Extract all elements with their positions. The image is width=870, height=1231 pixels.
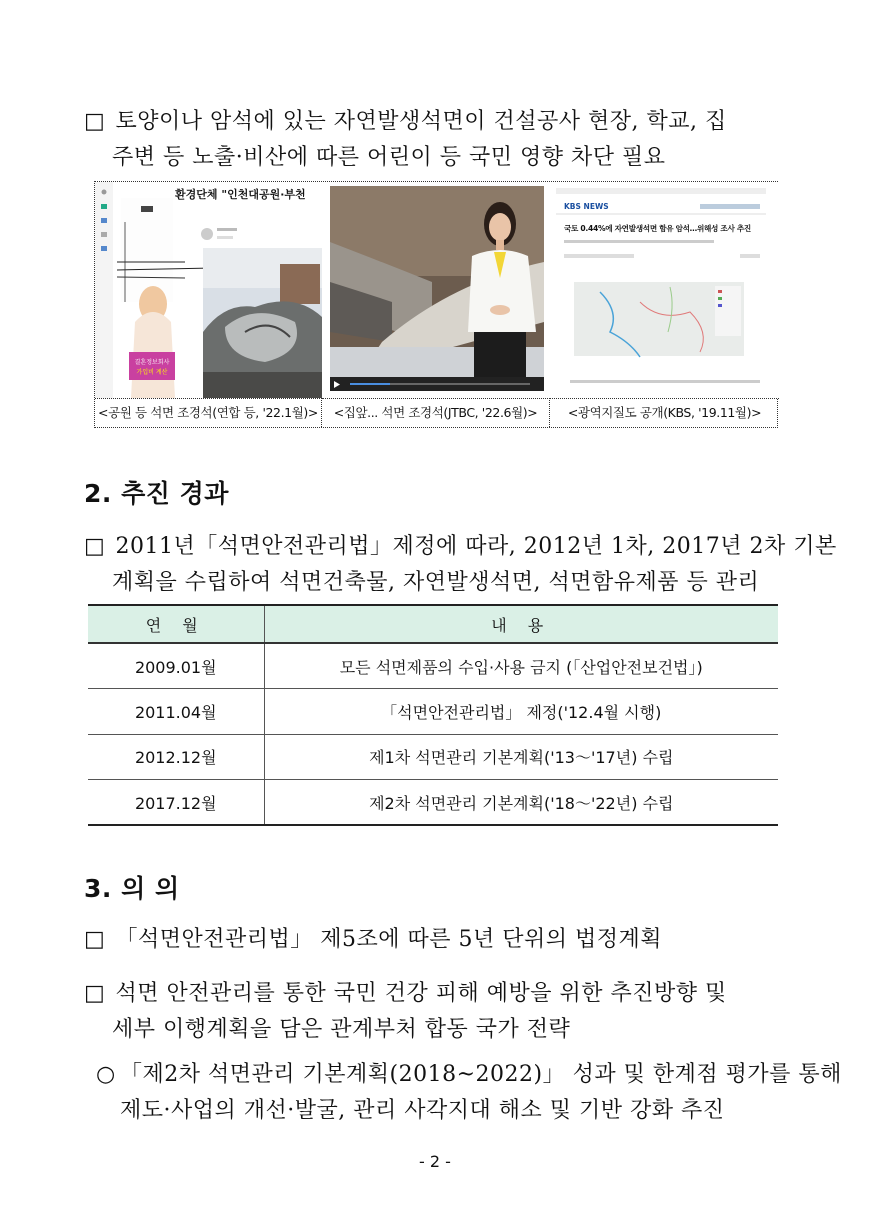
table-row xyxy=(88,643,778,689)
kbs-logo: KBS NEWS xyxy=(564,202,609,211)
image-3-caption: <광역지질도 공개(KBS, '19.11월)> xyxy=(550,398,779,427)
image-news-anchor-graphic xyxy=(322,182,550,398)
bullet-box: □ xyxy=(84,981,106,1006)
header-content: 내 용 xyxy=(264,605,778,643)
bullet-box: □ xyxy=(84,109,106,134)
section-2-line-2: 계획을 수립하여 석면건축물, 자연발생석면, 석면함유제품 등 관리 xyxy=(112,570,760,595)
image-news-anchor xyxy=(322,182,550,398)
cell-date: 2011.04월 xyxy=(88,689,264,735)
cell-date: 2017.12월 xyxy=(88,780,264,826)
significance-item-2-line-2: 세부 이행계획을 담은 관계부처 합동 국가 전략 xyxy=(112,1017,571,1042)
cell-date: 2009.01월 xyxy=(88,643,264,689)
table-row xyxy=(88,780,778,826)
significance-item-1 xyxy=(84,922,662,958)
table-row xyxy=(88,689,778,735)
image-kbs-map xyxy=(550,182,779,398)
intro-paragraph xyxy=(84,104,727,176)
cell-content: 모든 석면제품의 수입·사용 금지 (「산업안전보건법」) xyxy=(264,643,778,689)
image-1-caption: <공원 등 석면 조경석(연합 등, '22.1월)> xyxy=(95,398,322,427)
bullet-box: □ xyxy=(84,534,106,559)
cell-content: 제1차 석면관리 기본계획('13～'17년) 수립 xyxy=(264,734,778,780)
significance-item-1-text: 「석면안전관리법」 제5조에 따른 5년 단위의 법정계획 xyxy=(115,927,663,952)
image-2-caption: <집앞... 석면 조경석(JTBC, '22.6월)> xyxy=(322,398,550,427)
image-3-headline: 국토 0.44%에 자연발생석면 함유 암석…위해성 조사 추진 xyxy=(564,224,751,233)
section-2-heading: 2. 추진 경과 xyxy=(84,479,229,508)
svg-text:가입비 계산: 가입비 계산 xyxy=(136,369,168,376)
section-3-heading: 3. 의 의 xyxy=(84,874,180,903)
bullet-box: □ xyxy=(84,927,106,952)
significance-item-2 xyxy=(84,976,727,1048)
image-table xyxy=(94,181,778,428)
section-2-line-1: 2011년「석면안전관리법」제정에 따라, 2012년 1차, 2017년 2차 기본 xyxy=(115,534,837,559)
intro-line-1: 토양이나 암석에 있는 자연발생석면이 건설공사 현장, 학교, 집 xyxy=(115,109,727,134)
intro-line-2: 주변 등 노출·비산에 따른 어린이 등 국민 영향 차단 필요 xyxy=(112,145,666,170)
significance-sub-item xyxy=(96,1057,842,1129)
image-park-rock xyxy=(95,182,322,398)
image-1-headline: 환경단체 "인천대공원·부천 xyxy=(175,188,306,201)
cell-content: 「석면안전관리법」 제정('12.4월 시행) xyxy=(264,689,778,735)
page-number: - 2 - xyxy=(419,1152,451,1171)
ad-text: 결혼정보회사 xyxy=(134,359,170,366)
table-header-row xyxy=(88,605,778,643)
significance-item-2-line-1: 석면 안전관리를 통한 국민 건강 피해 예방을 위한 추진방향 및 xyxy=(115,981,727,1006)
cell-content: 제2차 석면관리 기본계획('18～'22년) 수립 xyxy=(264,780,778,826)
section-2-paragraph xyxy=(84,529,837,601)
bullet-circle: ○ xyxy=(96,1062,116,1087)
table-row xyxy=(88,734,778,780)
image-kbs-map-graphic xyxy=(550,182,779,398)
significance-sub-line-2: 제도·사업의 개선·발굴, 관리 사각지대 해소 및 기반 강화 추진 xyxy=(120,1098,725,1123)
cell-date: 2012.12월 xyxy=(88,734,264,780)
header-date: 연 월 xyxy=(88,605,264,643)
image-park-rock-graphic xyxy=(95,182,322,398)
history-table xyxy=(88,604,778,826)
significance-sub-line-1: 「제2차 석면관리 기본계획(2018~2022)」 성과 및 한계점 평가를 통해 xyxy=(120,1062,842,1087)
